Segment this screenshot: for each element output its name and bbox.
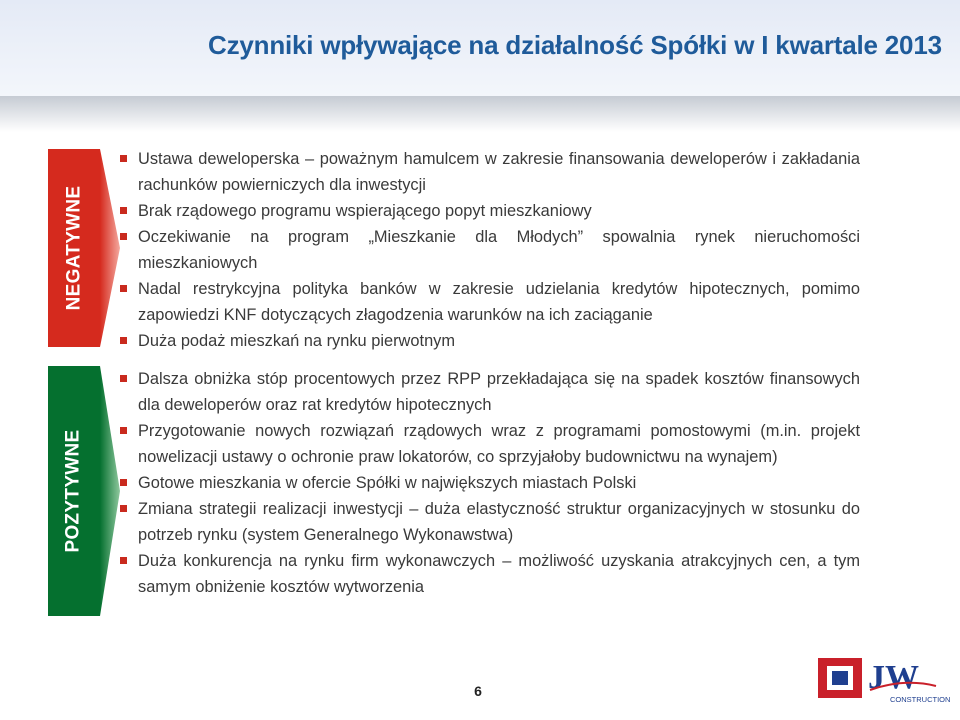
negative-item-text: Nadal restrykcyjna polityka banków w zakresie udzielania kredytów hipotecznych, pomimo zapowiedzi KNF dotyczących złagodzenia warunków na ich zaciąganie xyxy=(138,280,860,324)
negative-item xyxy=(118,276,860,328)
negative-item xyxy=(118,224,860,276)
bullet-icon xyxy=(120,285,127,292)
bullet-icon xyxy=(120,505,127,512)
svg-text:JW: JW xyxy=(868,659,919,696)
page-number: 6 xyxy=(474,683,482,699)
bullet-icon xyxy=(120,375,127,382)
negative-item-text: Brak rządowego programu wspierającego popyt mieszkaniowy xyxy=(138,202,592,220)
positive-item xyxy=(118,548,860,600)
positive-item xyxy=(118,418,860,470)
negative-factors-list xyxy=(118,146,860,354)
negative-item-text: Oczekiwanie na program „Mieszkanie dla Młodych” spowalnia rynek nieruchomości mieszkaniowych xyxy=(138,228,860,272)
negative-item xyxy=(118,198,860,224)
positive-item-text: Zmiana strategii realizacji inwestycji – duża elastyczność struktur organizacyjnych w stosunku do potrzeb rynku (system Generalnego Wykonawstwa) xyxy=(138,500,860,544)
bullet-icon xyxy=(120,557,127,564)
svg-text:CONSTRUCTION: CONSTRUCTION xyxy=(890,695,951,704)
positive-label: POZYTYWNE xyxy=(63,429,85,553)
negative-label: NEGATYWNE xyxy=(63,185,85,311)
positive-label-box xyxy=(48,366,100,616)
negative-arrow-icon xyxy=(100,149,120,347)
bullet-icon xyxy=(120,427,127,434)
positive-item xyxy=(118,470,860,496)
positive-item-text: Dalsza obniżka stóp procentowych przez RPP przekładająca się na spadek kosztów finansowych dla deweloperów oraz rat kredytów hipotecznych xyxy=(138,370,860,414)
positive-item-text: Gotowe mieszkania w ofercie Spółki w największych miastach Polski xyxy=(138,474,637,492)
positive-item-text: Przygotowanie nowych rozwiązań rządowych wraz z programami pomostowymi (m.in. projekt nowelizacji ustawy o ochronie praw lokatorów, co sprzyjałoby budownictwu na wynajem) xyxy=(138,422,860,466)
negative-item xyxy=(118,146,860,198)
negative-label-box xyxy=(48,149,100,347)
header-shadow xyxy=(0,96,960,132)
negative-item-text: Duża podaż mieszkań na rynku pierwotnym xyxy=(138,332,456,350)
negative-item-text: Ustawa deweloperska – poważnym hamulcem w zakresie finansowania deweloperów i zakładania rachunków powierniczych dla inwestycji xyxy=(138,150,860,194)
positive-arrow-icon xyxy=(100,366,120,616)
bullet-icon xyxy=(120,207,127,214)
positive-item-text: Duża konkurencja na rynku firm wykonawczych – możliwość uzyskania atrakcyjnych cen, a tym samym obniżenie kosztów wytworzenia xyxy=(138,552,860,596)
bullet-icon xyxy=(120,155,127,162)
positive-item xyxy=(118,366,860,418)
bullet-icon xyxy=(120,479,127,486)
positive-item xyxy=(118,496,860,548)
slide-title: Czynniki wpływające na działalność Spółki w I kwartale 2013 xyxy=(208,30,942,60)
bullet-icon xyxy=(120,233,127,240)
positive-factors-list xyxy=(118,366,860,600)
negative-item xyxy=(118,328,860,354)
bullet-icon xyxy=(120,337,127,344)
jw-construction-logo xyxy=(818,650,951,706)
